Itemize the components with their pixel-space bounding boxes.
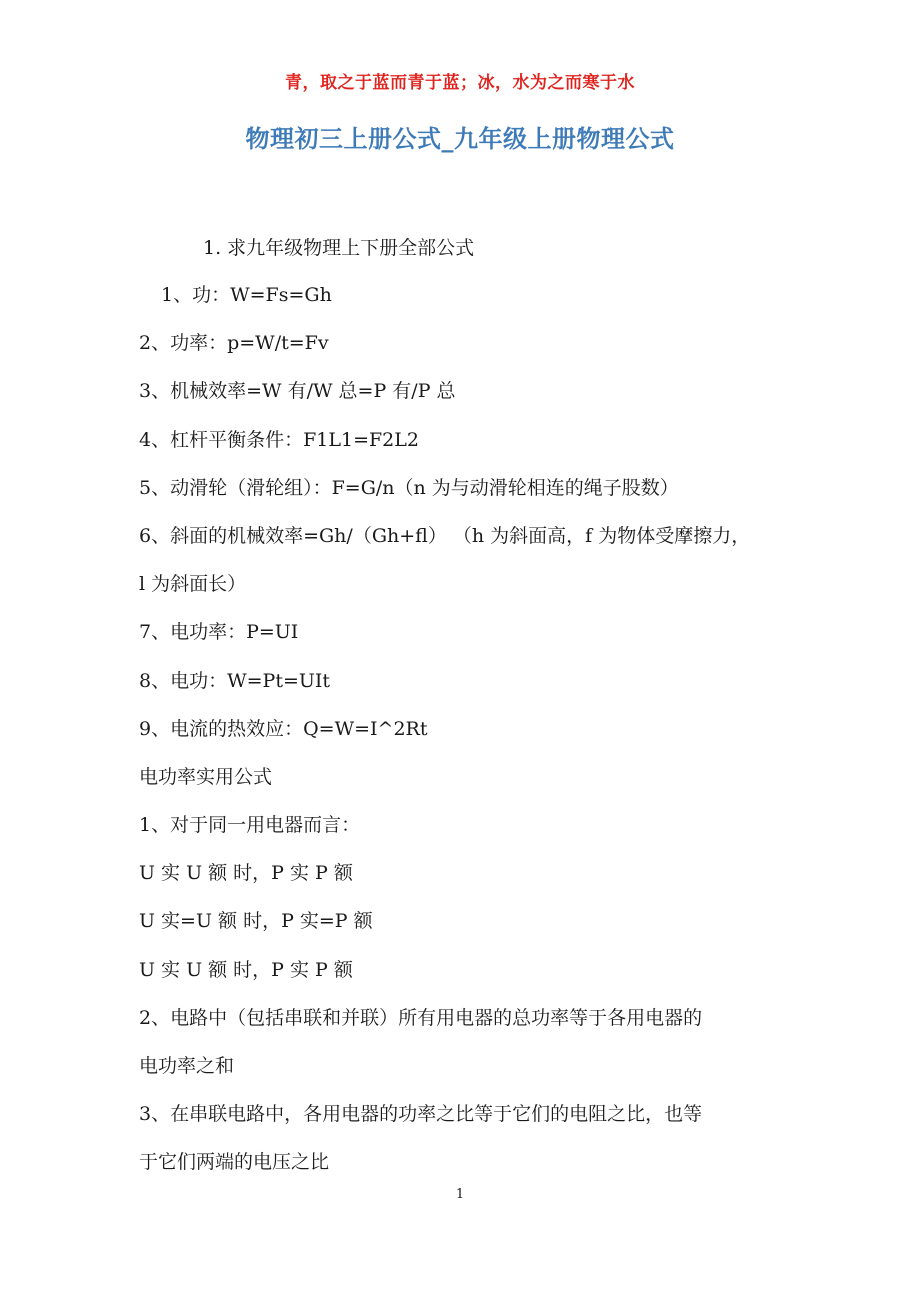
formula-line: l 为斜面长）	[139, 573, 247, 596]
formula-line: 3、在串联电路中，各用电器的功率之比等于它们的电阻之比，也等	[139, 1103, 703, 1126]
formula-line: 5、动滑轮（滑轮组）：F=G/n（n 为与动滑轮相连的绳子股数）	[139, 476, 679, 499]
formula-line: U 实 U 额 时，P 实 P 额	[139, 862, 353, 885]
formula-line: 1、对于同一用电器而言：	[139, 814, 361, 837]
formula-list	[139, 280, 789, 1196]
formula-line: 于它们两端的电压之比	[139, 1151, 330, 1174]
formula-line: 7、电功率：P=UI	[139, 621, 299, 644]
formula-line: 6、斜面的机械效率=Gh/（Gh+fl） （h 为斜面高，f 为物体受摩擦力，	[139, 524, 751, 547]
formula-line: 4、杠杆平衡条件：F1L1=F2L2	[139, 428, 419, 451]
formula-line: 电功率之和	[139, 1055, 235, 1077]
formula-line: U 实=U 额 时，P 实=P 额	[139, 910, 373, 933]
formula-line: 1、功：W=Fs=Gh	[161, 284, 332, 306]
formula-line: U 实 U 额 时，P 实 P 额	[139, 958, 353, 981]
formula-line: 3、机械效率=W 有/W 总=P 有/P 总	[139, 380, 456, 403]
formula-line: 2、功率：p=W/t=Fv	[139, 332, 329, 355]
document-title: 物理初三上册公式_九年级上册物理公式	[245, 125, 675, 153]
page-number: 1	[455, 1187, 465, 1202]
formula-line: 8、电功：W=Pt=UIt	[139, 669, 331, 692]
header-motto: 青，取之于蓝而青于蓝；冰，水为之而寒于水	[285, 73, 635, 93]
formula-line: 2、电路中（包括串联和并联）所有用电器的总功率等于各用电器的	[139, 1006, 703, 1029]
section-heading: 1. 求九年级物理上下册全部公式	[203, 237, 475, 259]
subsection-heading: 电功率实用公式	[139, 765, 273, 788]
formula-line: 9、电流的热效应：Q=W=I^2Rt	[139, 717, 428, 740]
